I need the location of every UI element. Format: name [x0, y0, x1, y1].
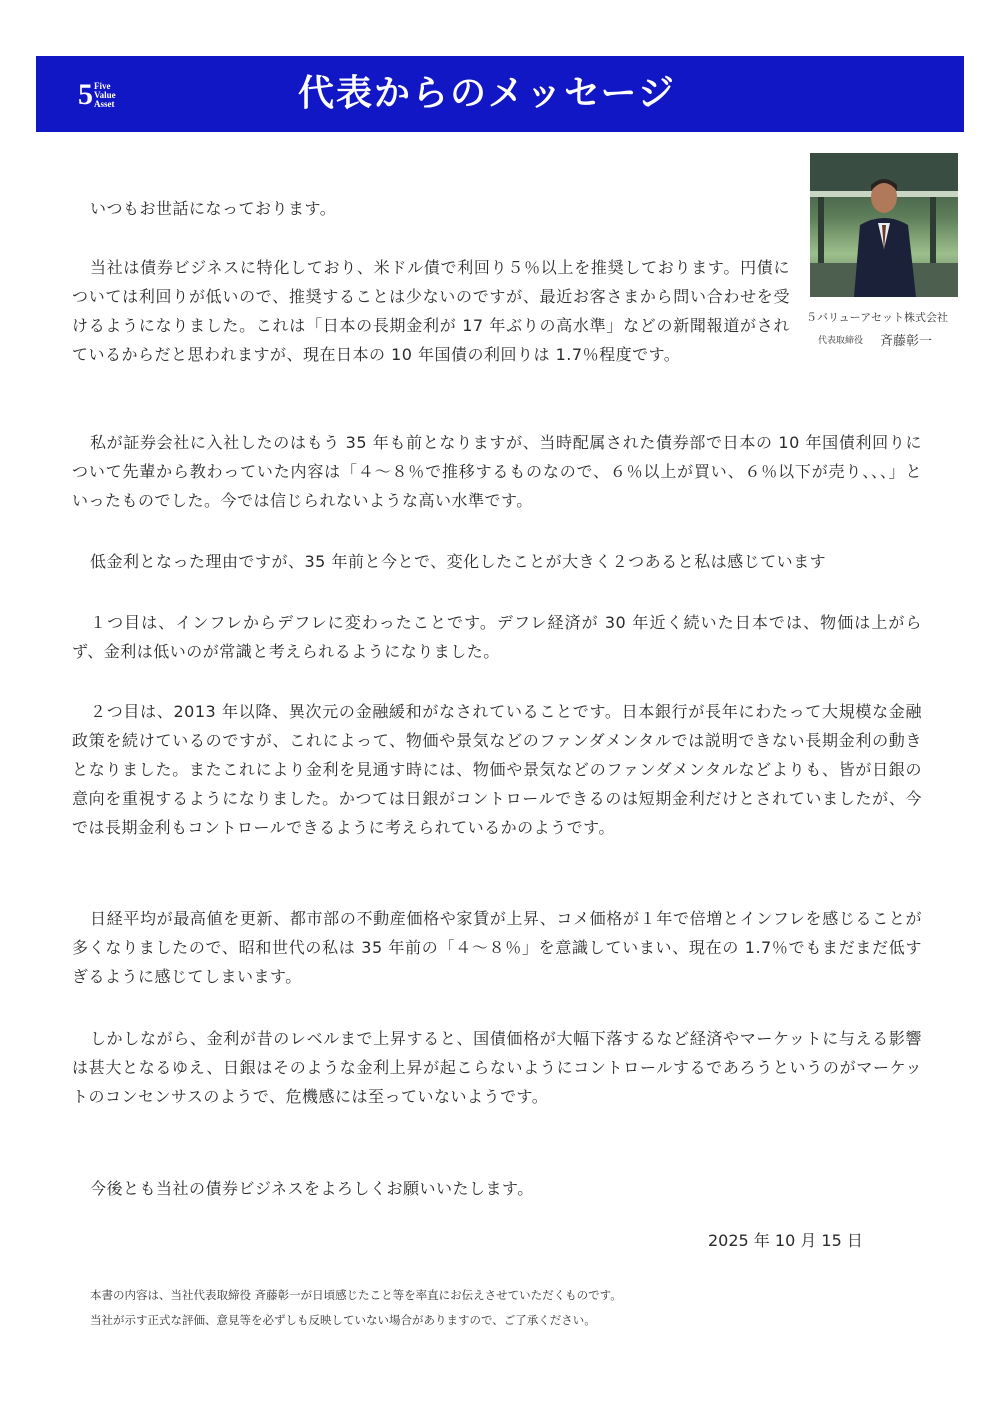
paragraph-4: １つ目は、インフレからデフレに変わったことです。デフレ経済が 30 年近く続いた日本では、物価は上がらず、金利は低いのが常識と考えられるようになりました。 [72, 613, 922, 661]
company-logo [78, 80, 116, 110]
letter-date: 2025 年 10 月 15 日 [708, 1231, 863, 1250]
logo-word-asset: Asset [94, 98, 115, 109]
header-banner [36, 56, 964, 132]
greeting: いつもお世話になっております。 [90, 199, 337, 218]
paragraph-2: 私が証券会社に入社したのはもう 35 年も前となりますが、当時配属された債券部で日本の 10 年国債利回りについて先輩から教わっていた内容は「４～８％で推移するものなので、６％以上が買い、６％以下が売り、、、」といったものでした。今では信じられないような高い水準です。 [72, 433, 922, 510]
paragraph-1: 当社は債券ビジネスに特化しており、米ドル債で利回り５％以上を推奨しております。円債については利回りが低いので、推奨することは少ないのですが、最近お客さまから問い合わせを受けるようになりました。これは「日本の長期金利が 17 年ぶりの高水準」などの新聞報道がされているからだと思われますが、現在日本の 10 年国債の利回りは 1.7％程度です。 [72, 258, 790, 364]
page-title: 代表からのメッセージ [298, 73, 676, 114]
disclaimer-line-1: 本書の内容は、当社代表取締役 斉藤彰一が日頃感じたこと等を率直にお伝えさせていただくものです。 [90, 1288, 622, 1302]
disclaimer-line-2: 当社が示す正式な評価、意見等を必ずしも反映していない場合がありますので、ご了承ください。 [90, 1313, 596, 1327]
logo-word-five: Five [94, 80, 111, 91]
paragraph-6: 日経平均が最高値を更新、都市部の不動産価格や家賃が上昇、コメ価格が１年で倍増とインフレを感じることが多くなりましたので、昭和世代の私は 35 年前の「４～８％」を意識していまい、現在の 1.7％でもまだまだ低すぎるように感じてしまいます。 [72, 909, 922, 986]
logo-words [94, 82, 116, 109]
company-name: ５バリューアセット株式会社 [806, 311, 949, 324]
paragraph-5: ２つ目は、2013 年以降、異次元の金融緩和がなされていることです。日本銀行が長年にわたって大規模な金融政策を続けているのですが、これによって、物価や景気などのファンダメンタルでは説明できない長期金利の動きとなりました。またこれにより金利を見通す時には、物価や景気などのファンダメンタルなどよりも、皆が日銀の意向を重視するようになりました。かつては日銀がコントロールできるのは短期金利だけとされていましたが、今では長期金利もコントロールできるように考えられているかのようです。 [72, 702, 922, 837]
closing: 今後とも当社の債券ビジネスをよろしくお願いいたします。 [90, 1179, 534, 1198]
representative-name: 斉藤彰一 [880, 334, 933, 349]
representative-role: 代表取締役 [818, 336, 864, 346]
paragraph-7: しかしながら、金利が昔のレベルまで上昇すると、国債価格が大幅下落するなど経済やマーケットに与える影響は甚大となるゆえ、日銀はそのような金利上昇が起こらないようにコントロールするであろうというのがマーケットのコンセンサスのようで、危機感には至っていないようです。 [72, 1029, 922, 1106]
logo-number: 5 [78, 78, 93, 111]
logo-word-value: Value [94, 89, 116, 100]
representative-photo [810, 153, 958, 297]
paragraph-3: 低金利となった理由ですが、35 年前と今とで、変化したことが大きく２つあると私は感じています [90, 552, 827, 571]
